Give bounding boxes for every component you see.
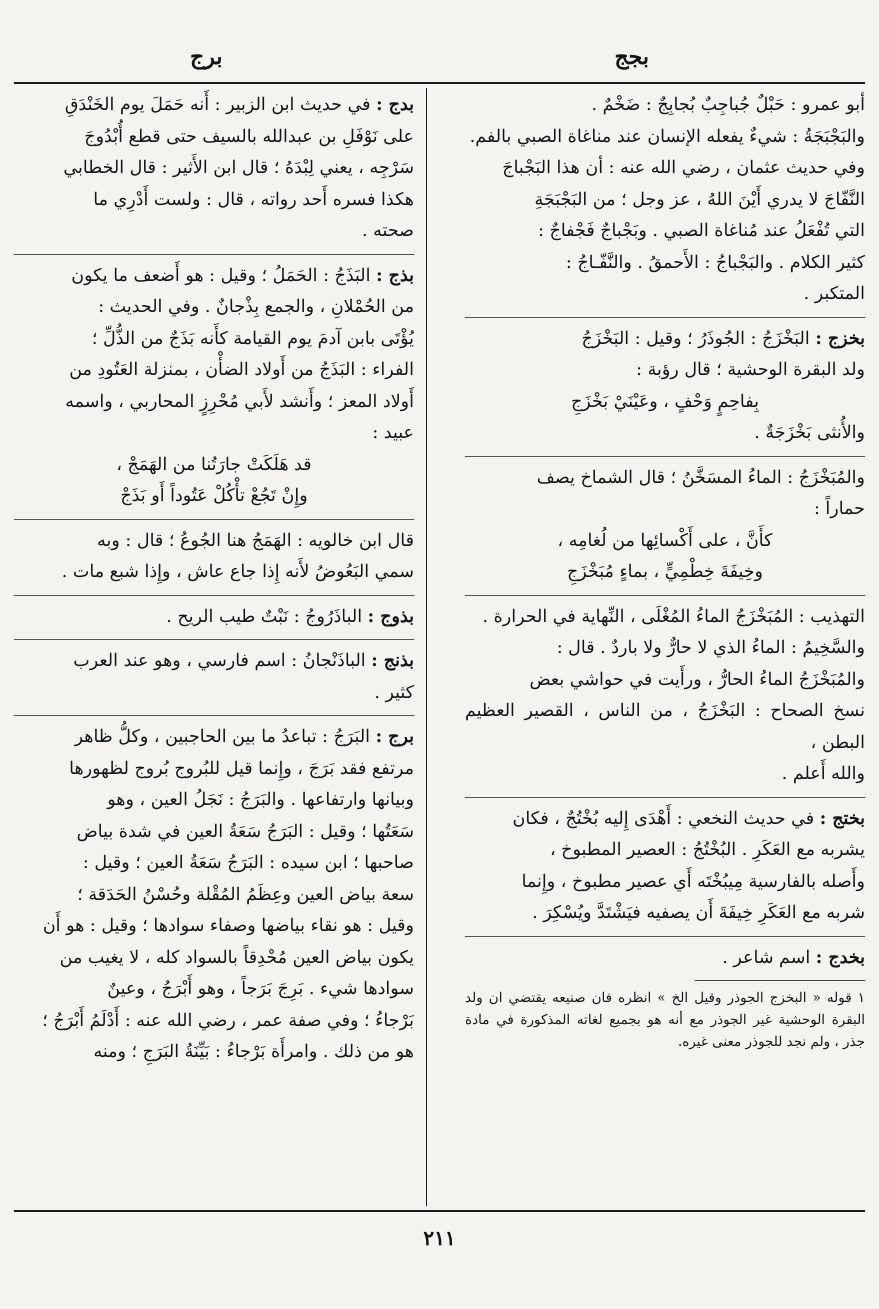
entry-brj [14, 722, 414, 1069]
entry-separator [14, 254, 414, 255]
verse-line: كأَنَّ ، على أَكْسائِها من لُغامِه ، [557, 530, 773, 551]
footnote-separator [695, 980, 865, 981]
entry-line: النَّفّاجَ لا يدري أَيْنَ اللهُ ، عز وجل ؛ من البَجْبَجَةِ [534, 189, 865, 210]
entry-line: يشربه مع العَكَرِ . البُخْتُجُ : العصير المطبوخ ، [549, 840, 865, 860]
entry-separator [14, 595, 414, 596]
entry-separator [465, 595, 865, 596]
running-head-left: برج [190, 44, 223, 70]
entry-line: هو من ذلك . وامرأَة بَرْجاءُ : بَيِّنَةُ البَرَجِ ؛ ومنه [93, 1042, 414, 1062]
entry-line: من الحُمْلانِ ، والجمع بِذْجانٌ . وفي الحديث : [98, 297, 414, 317]
entry-line [14, 722, 414, 754]
headword: بذج : [376, 265, 414, 286]
entry-line: هكذا فسره أَحد رواته ، قال : ولست أَدْرِي ما [93, 189, 414, 210]
entry-text: في حديث ابن الزبير : أَنه حَمَلَ يوم الخَنْدَقِ [64, 95, 371, 115]
entry-text: الباذَرُوجُ : نَبْتٌ طيب الريح . [166, 606, 363, 627]
entry-line: ولد البقرة الوحشية ؛ قال رؤبة : [636, 360, 865, 380]
entry-line: يكون بياض العين مُحْدِقاً بالسواد كله ، لا يغيب من [59, 947, 414, 968]
entry-bdhnj [14, 646, 414, 709]
verse-line: وإِنْ تَجُعْ تأْكُلْ عَتُوداً أَو بَذَجْ [120, 486, 308, 506]
entry-line: والمُبَخْزَجُ الماءُ الحارُّ ، ورأَيت في حواشي بعض [529, 669, 865, 690]
entry-line: نسخ الصحاح : البَخْزَجُ ، من الناس ، القصير العظيم البطن ، [465, 701, 865, 753]
entry-text: الباذَنْجانُ : اسم فارسي ، وهو عند العرب [73, 651, 366, 671]
entry-line: سَرْجِه ، يعني لِبْدَهُ ؛ قال ابن الأَثير : قال الخطابي [63, 158, 414, 178]
entry-separator [465, 797, 865, 798]
headword: بخدج : [815, 947, 865, 968]
entry-line: سَعَتُها ؛ وقيل : البَرَجُ سَعَةُ العين في شدة بياض [76, 821, 414, 842]
entry-line: والأُنثى بَخْزَجَةٌ . [754, 423, 865, 443]
headword: برج : [375, 727, 414, 747]
entry-line: والبَجْبَجَةُ : شيءٌ يفعله الإنسان عند مناغاة الصبي بالفم. [469, 126, 865, 147]
entry-line [465, 804, 865, 836]
entry-bjj [465, 90, 865, 311]
entry-separator [14, 519, 414, 520]
entry-separator [465, 317, 865, 318]
entry-line: التهذيب : المُبَخْزَجُ الماءُ المُغْلَى ، النِّهاية في الحرارة . [482, 606, 865, 627]
entry-line: سعة بياض العين وعِظَمُ المُقْلة وحُسْنُ الحَدَقة ؛ [77, 884, 414, 905]
entry-line: أَولاد المعز ؛ وأَنشد لأَبي مُحْرِزٍ المحاربي ، واسمه [65, 391, 414, 412]
entry-line: قال ابن خالويه : الهَمَجُ هنا الجُوعُ ؛ قال : وبه [97, 530, 414, 551]
entry-bkhtj [465, 804, 865, 930]
entry-line: وقيل : هو نقاء بياضها وصفاء سوادها ؛ وقيل : هو أَن [42, 916, 414, 936]
entry-line: التي تُفْعَلُ عند مُناغاة الصبي . وبَجْباجٌ فَجْفاجٌ : [538, 221, 865, 241]
entry-line: كثير . [374, 682, 414, 703]
entry-line: بَرْجاءُ ؛ وفي صفة عمر ، رضي الله عنه : أَدْلَمُ أَبْرَجُ ؛ [42, 1010, 414, 1031]
entry-line: وفي حديث عثمان ، رضي الله عنه : أن هذا البَجْباجَ [502, 158, 865, 178]
entry-line [14, 90, 414, 122]
entry-bdj [14, 90, 414, 248]
entry-line: صاحبها ؛ ابن سيده : البَرَجُ سَعَةُ العين ؛ وقيل : [82, 853, 414, 873]
entry-line: والله أَعلم . [781, 764, 865, 784]
entry-bkhzj [465, 324, 865, 791]
entry-line: المتكبر . [803, 284, 865, 304]
entry-text: اسم شاعر . [722, 947, 811, 968]
entry-line: سوادها شيء . بَرِجَ بَرَجاً ، وهو أَبْرَجُ ، وعينٌ [107, 979, 414, 999]
verse-line: وخِيفَةَ خِطْمِيٍّ ، بماءٍ مُبَخْزَجِ [566, 562, 763, 582]
entry-line: يُؤْتَى بابن آدمَ يوم القيامة كأَنه بَذَجٌ من الذُّلِّ ؛ [91, 328, 414, 349]
bottom-rule [14, 1210, 865, 1212]
entry-bdhj [14, 261, 414, 589]
page-number: ٢١١ [423, 1226, 456, 1250]
entry-text: البَرَجُ : تباعدُ ما بين الحاجبين ، وكلُّ ظاهر [74, 727, 371, 747]
entry-line: شربه مع العَكَرِ خِيفَةَ أَن يصفيه فيَشْتَدَّ ويُسْكِرَ . [532, 903, 865, 923]
entry-separator [14, 639, 414, 640]
entry-bkhdj [465, 943, 865, 975]
entry-line [14, 646, 414, 678]
headword: بذوج : [367, 606, 414, 627]
entry-line [465, 943, 865, 975]
entry-line: الفراء : البَذَجُ من أَولاد الضأْن ، بمنزلة العَتُودِ من [69, 360, 414, 380]
entry-line: على نَوْفَلِ بن عبدالله بالسيف حتى قطع أُبْدُوجَ [84, 126, 414, 147]
footnote-number: ١ [857, 990, 865, 1006]
verse-line: بِفاحِمٍ وَحْفٍ ، وعَيْنَيْ بَخْزَجِ [571, 391, 759, 412]
entry-bdhwj [14, 602, 414, 634]
entry-text: في حديث النخعي : أَهْدَى إِليه بُخْتُجٌ ، فكان [512, 808, 815, 829]
entry-line: وأَصله بالفارسية مِيبُخْتَه أَي عصير مطبوخ ، وإِنما [521, 871, 865, 892]
entry-separator [465, 936, 865, 937]
entry-separator [14, 715, 414, 716]
left-column [14, 90, 414, 1074]
headword: بخزج : [815, 328, 865, 349]
entry-line [14, 602, 414, 634]
headword: بذنج : [371, 651, 414, 671]
right-column [465, 90, 865, 1053]
entry-line: مرتفع فقد بَرَجَ ، وإِنما قيل للبُروج بُروج لظهورها [69, 758, 414, 779]
entry-line: كثير الكلام . والبَجْباجُ : الأَحمقُ . والنَّفّـاجُ : [565, 252, 865, 273]
entry-line: وبيانها وارتفاعها . والبَرَجُ : نَجَلُ العين ، وهو [107, 790, 414, 810]
column-divider [426, 88, 427, 1206]
headword: بدج : [376, 95, 414, 115]
entry-text: البَخْزَجُ : الجُوذَرُ ؛ وقيل : البَخْزَجُ [581, 328, 810, 349]
entry-separator [465, 456, 865, 457]
entry-line [14, 261, 414, 293]
running-head-right: بجج [614, 44, 649, 70]
entry-line: صحته . [362, 221, 414, 241]
entry-line: سمي البَعُوضُ لأَنه إِذا جاع عاش ، وإِذا شبع مات . [61, 562, 414, 582]
entry-line: حماراً : [813, 499, 865, 519]
entry-line: عبيد : [372, 423, 414, 443]
headword: بختج : [819, 808, 865, 829]
entry-line: أبو عمرو : حَبْلٌ جُباجِبٌ بُجابِجٌ : ضَخْمٌ . [591, 95, 865, 115]
top-rule [14, 82, 865, 84]
entry-line [465, 324, 865, 356]
footnote [465, 987, 865, 1053]
entry-text: البَذَجُ : الحَمَلُ ؛ وقيل : هو أَضعف ما يكون [71, 265, 371, 286]
entry-line: والمُبَخْزَجُ : الماءُ المسَخَّنُ ؛ قال الشماخ يصف [536, 467, 865, 488]
footnote-text: قوله « البخزج الجوذر وقيل الخ » انظره فان صنيعه يقتضي ان ولد البقرة الوحشية غير الجوذر مع أنه هو بجميع لغاته المذكورة في مادة جذر ، ولم نجد للجوذر معنى غيره. [465, 990, 865, 1050]
entry-line: والسَّخِيمُ : الماءُ الذي لا حارٌّ ولا باردٌ . قال : [556, 638, 865, 658]
verse-line: قد هَلَكَتْ جارَتُنا من الهَمَجْ ، [116, 454, 312, 475]
